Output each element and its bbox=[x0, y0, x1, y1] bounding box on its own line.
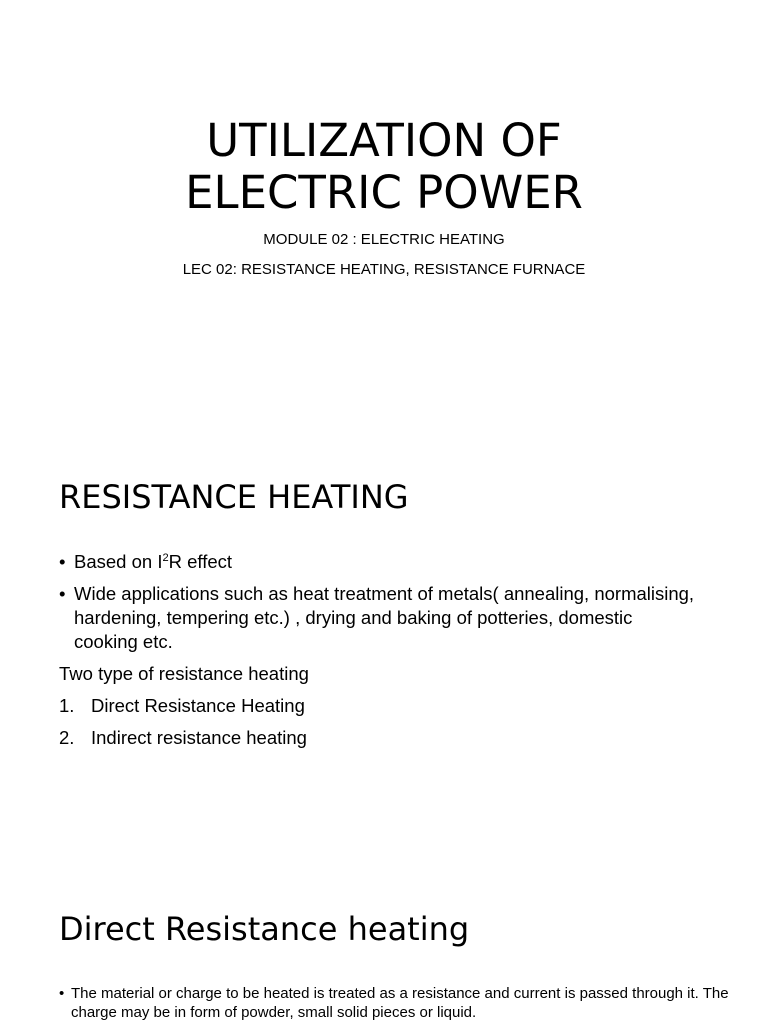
lecture-subtitle: LEC 02: RESISTANCE HEATING, RESISTANCE FURNACE bbox=[182, 261, 586, 278]
numbered-item-1 bbox=[59, 694, 699, 718]
item-number: 2. bbox=[59, 727, 75, 748]
slide-body bbox=[59, 550, 699, 758]
bullet-item-applications: • Wide applications such as heat treatment of metals( annealing, normalising, hardening, tempering etc.) , drying and baking of potteries, domestic cooking etc. bbox=[59, 582, 699, 654]
types-intro: Two type of resistance heating bbox=[59, 663, 309, 684]
slide-heading: RESISTANCE HEATING bbox=[59, 478, 409, 516]
numbered-item-2 bbox=[59, 726, 699, 750]
item-label: Direct Resistance Heating bbox=[91, 695, 305, 716]
slide-body bbox=[59, 984, 739, 1022]
item-label: Indirect resistance heating bbox=[91, 727, 307, 748]
bullet-list bbox=[59, 984, 739, 1022]
bullet-list bbox=[59, 550, 699, 654]
title-line-2: ELECTRIC POWER bbox=[185, 166, 583, 219]
module-subtitle: MODULE 02 : ELECTRIC HEATING bbox=[263, 231, 505, 248]
presentation-title bbox=[0, 115, 768, 219]
bullet-item-description: • The material or charge to be heated is treated as a resistance and current is passed through it. The charge may be in form of powder, small solid pieces or liquid. bbox=[59, 984, 739, 1022]
direct-resistance-slide bbox=[0, 864, 768, 1024]
resistance-heating-slide bbox=[0, 432, 768, 864]
title-slide bbox=[0, 0, 768, 432]
title-line-1: UTILIZATION OF bbox=[206, 114, 562, 167]
item-number: 1. bbox=[59, 695, 75, 716]
slide-heading: Direct Resistance heating bbox=[59, 910, 470, 948]
bullet-item-effect: • Based on $I^2R$ effect bbox=[59, 550, 699, 574]
